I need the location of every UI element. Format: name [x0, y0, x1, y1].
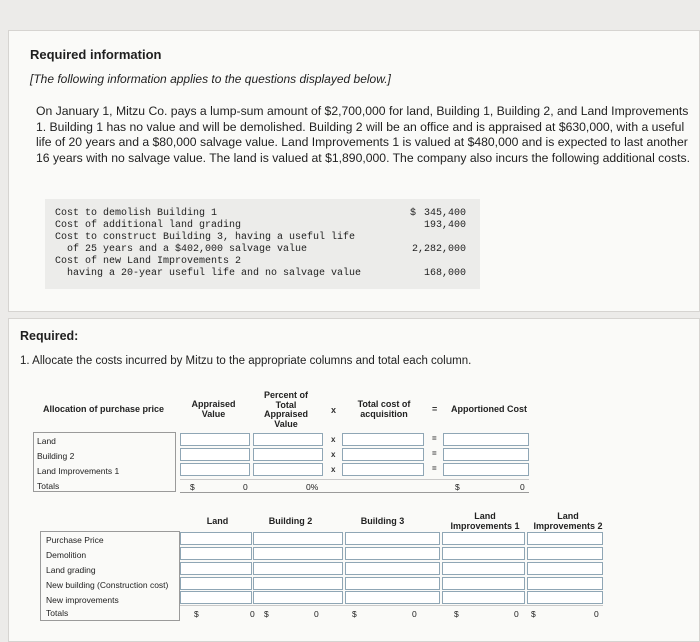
total-building2-dollar: $	[264, 609, 269, 619]
input-new-building-land[interactable]	[180, 577, 252, 590]
cost-line-building3: Cost to construct Building 3, having a useful life	[55, 232, 356, 243]
input-new-building-building3[interactable]	[345, 577, 440, 590]
cost-value-demolish: 345,400	[423, 208, 466, 219]
total-apportioned-value: 0	[520, 482, 525, 492]
row-label-purchase-price: Purchase Price	[46, 535, 104, 545]
input-new-building-landimp1[interactable]	[442, 577, 525, 590]
header-apportioned: Apportioned Cost	[451, 404, 527, 414]
input-new-building-building2[interactable]	[253, 577, 343, 590]
problem-description: On January 1, Mitzu Co. pays a lump-sum amount of $2,700,000 for land, Building 1, Building 2, and Land Improvements 1. Building 1 has no value and will be demolished. Building 2 will be an office and is appraised at $630,000, with a useful life of 20 years and a $80,000 salvage value. Land Improvements 1 is valued at $480,000 and is expected to last another 16 years with no salvage value. The land is valued at $1,890,000. The company also incurs the following additional costs.	[36, 104, 691, 165]
input-building2-appraised[interactable]	[180, 448, 250, 461]
cost-line-building3-cont: of 25 years and a $402,000 salvage value	[55, 244, 308, 255]
total-building2-value: 0	[314, 609, 319, 619]
row-label-land-grading: Land grading	[46, 565, 96, 575]
header-building2: Building 2	[268, 516, 313, 526]
required-info-title: Required information	[30, 47, 162, 62]
equals-land: =	[432, 434, 437, 443]
total-appraised-value: 0	[243, 482, 248, 492]
equals-landimp1: =	[432, 464, 437, 473]
header-percent-total: Percent of Total Appraised Value	[263, 390, 308, 429]
required-title: Required:	[20, 329, 79, 343]
input-land-grading-landimp1[interactable]	[442, 562, 525, 575]
total-building3-dollar: $	[352, 609, 357, 619]
total-landimp1-value: 0	[514, 609, 519, 619]
input-land-apportioned[interactable]	[443, 433, 529, 446]
row-label-totals: Totals	[37, 481, 60, 491]
input-land-grading-landimp2[interactable]	[527, 562, 603, 575]
multiply-landimp1: x	[331, 465, 336, 474]
total-land-value: 0	[250, 609, 255, 619]
multiply-land: x	[331, 435, 336, 444]
total-building3-value: 0	[412, 609, 417, 619]
cost-value-building3: 2,282,000	[411, 244, 466, 255]
total-apportioned-dollar: $	[455, 482, 460, 492]
input-land-grading-building2[interactable]	[253, 562, 343, 575]
header-equals: =	[432, 404, 438, 414]
row-label-demolition: Demolition	[46, 550, 87, 560]
cost-line-improvements-cont: having a 20-year useful life and no salvage value	[55, 268, 362, 279]
input-building2-percent[interactable]	[253, 448, 323, 461]
input-new-improvements-building3[interactable]	[345, 591, 440, 604]
row-label-building2: Building 2	[37, 451, 75, 461]
header-total-cost: Total cost of acquisition	[357, 399, 411, 419]
input-demolition-landimp1[interactable]	[442, 547, 525, 560]
total-landimp2-dollar: $	[531, 609, 536, 619]
info-note: [The following information applies to the questions displayed below.]	[30, 72, 391, 86]
additional-costs-box	[45, 199, 480, 289]
header-appraised-value: Appraised Value	[191, 399, 236, 419]
row-label-new-building: New building (Construction cost)	[46, 580, 169, 590]
input-land-appraised[interactable]	[180, 433, 250, 446]
total-landimp2-value: 0	[594, 609, 599, 619]
input-building2-total-cost[interactable]	[342, 448, 424, 461]
input-demolition-building3[interactable]	[345, 547, 440, 560]
header-land-improvements2: Land Improvements 2	[533, 511, 603, 531]
cost-line-improvements: Cost of new Land Improvements 2	[55, 256, 242, 267]
cost-dollar-sign: $	[410, 208, 417, 219]
totals-underline	[180, 492, 529, 493]
totals2-divider	[180, 605, 603, 606]
input-new-building-landimp2[interactable]	[527, 577, 603, 590]
equals-building2: =	[432, 449, 437, 458]
input-new-improvements-land[interactable]	[180, 591, 252, 604]
input-new-improvements-landimp2[interactable]	[527, 591, 603, 604]
input-purchase-price-land[interactable]	[180, 532, 252, 545]
input-landimp1-apportioned[interactable]	[443, 463, 529, 476]
input-new-improvements-landimp1[interactable]	[442, 591, 525, 604]
input-landimp1-percent[interactable]	[253, 463, 323, 476]
header-multiply: x	[331, 405, 337, 415]
multiply-building2: x	[331, 450, 336, 459]
input-land-grading-land[interactable]	[180, 562, 252, 575]
input-purchase-price-landimp2[interactable]	[527, 532, 603, 545]
total-landimp1-dollar: $	[454, 609, 459, 619]
cost-value-improvements: 168,000	[423, 268, 466, 279]
cost-value-grading: 193,400	[423, 220, 466, 231]
row-label-totals-2: Totals	[46, 608, 69, 618]
row-label-land-improvements1: Land Improvements 1	[37, 466, 120, 476]
input-purchase-price-building3[interactable]	[345, 532, 440, 545]
total-percent-value: 0%	[306, 482, 319, 492]
input-demolition-building2[interactable]	[253, 547, 343, 560]
totals-divider	[180, 479, 529, 480]
input-new-improvements-building2[interactable]	[253, 591, 343, 604]
input-land-total-cost[interactable]	[342, 433, 424, 446]
input-purchase-price-building2[interactable]	[253, 532, 343, 545]
total-land-dollar: $	[194, 609, 199, 619]
cost-line-demolish: Cost to demolish Building 1	[55, 208, 218, 219]
header-land: Land	[206, 516, 229, 526]
input-building2-apportioned[interactable]	[443, 448, 529, 461]
row-label-new-improvements: New improvements	[46, 595, 119, 605]
input-landimp1-appraised[interactable]	[180, 463, 250, 476]
input-land-grading-building3[interactable]	[345, 562, 440, 575]
total-appraised-dollar: $	[190, 482, 195, 492]
input-purchase-price-landimp1[interactable]	[442, 532, 525, 545]
row-label-land: Land	[37, 436, 56, 446]
cost-line-grading: Cost of additional land grading	[55, 220, 242, 231]
header-building3: Building 3	[360, 516, 405, 526]
header-land-improvements1: Land Improvements 1	[450, 511, 520, 531]
input-demolition-landimp2[interactable]	[527, 547, 603, 560]
question-text: 1. Allocate the costs incurred by Mitzu to the appropriate columns and total each column.	[20, 355, 472, 367]
input-demolition-land[interactable]	[180, 547, 252, 560]
input-landimp1-total-cost[interactable]	[342, 463, 424, 476]
header-allocation: Allocation of purchase price	[42, 404, 165, 414]
input-land-percent[interactable]	[253, 433, 323, 446]
